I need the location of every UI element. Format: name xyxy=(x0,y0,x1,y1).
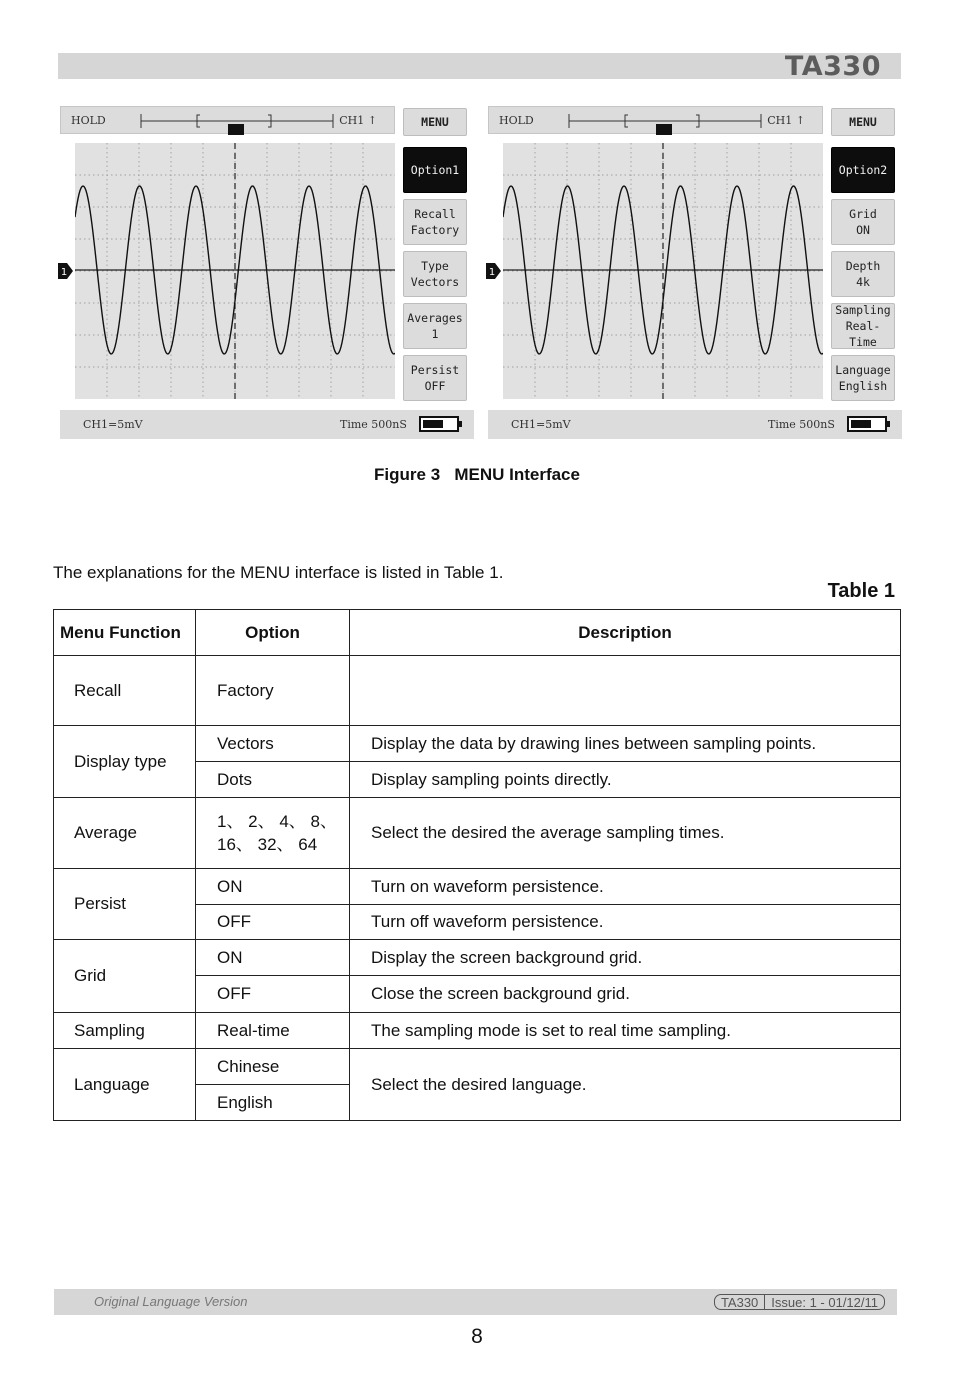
description-cell: Select the desired the average sampling times. xyxy=(350,798,901,869)
col-header-description: Description xyxy=(350,610,901,656)
button-line: Language xyxy=(835,363,891,377)
scope-screen-option2 xyxy=(488,106,902,439)
table-row xyxy=(54,1049,901,1085)
scope-top-bar xyxy=(488,106,823,134)
button-line: Vectors xyxy=(410,275,460,289)
option-line: 1、 2、 4、 8、 xyxy=(217,812,337,831)
function-cell: Grid xyxy=(54,940,196,1013)
function-cell: Persist xyxy=(54,869,196,940)
timebase: Time 500nS xyxy=(340,418,407,431)
option-cell: ON xyxy=(196,869,350,905)
description-cell: Turn on waveform persistence. xyxy=(350,869,901,905)
waveform-display xyxy=(75,143,395,399)
sampling-button[interactable] xyxy=(831,303,895,349)
waveform-display xyxy=(503,143,823,399)
table-header-row xyxy=(54,610,901,656)
col-header-option: Option xyxy=(196,610,350,656)
table-row xyxy=(54,798,901,869)
channel-volts: CH1=5mV xyxy=(511,418,571,431)
option-cell: Factory xyxy=(196,656,350,726)
recall-factory-button[interactable] xyxy=(403,199,467,245)
table-row xyxy=(54,1013,901,1049)
header-bar xyxy=(58,51,901,82)
option-cell: ON xyxy=(196,940,350,976)
button-line: Averages xyxy=(407,311,463,325)
button-line: Real-Time xyxy=(845,319,881,349)
persist-button[interactable] xyxy=(403,355,467,401)
description-cell: The sampling mode is set to real time sampling. xyxy=(350,1013,901,1049)
description-cell: Display the data by drawing lines between sampling points. xyxy=(350,726,901,762)
option1-button[interactable]: Option1 xyxy=(403,147,467,193)
col-header-function: Menu Function xyxy=(54,610,196,656)
scope-screen-option1 xyxy=(60,106,474,439)
option-line: 16、 32、 64 xyxy=(217,835,318,854)
scope-top-bar xyxy=(60,106,395,134)
option-cell: Vectors xyxy=(196,726,350,762)
language-button[interactable] xyxy=(831,355,895,401)
button-line: Sampling xyxy=(835,303,891,317)
button-line: Persist xyxy=(410,363,460,377)
button-line: Depth xyxy=(845,259,881,273)
battery-icon xyxy=(419,416,459,432)
menu-button[interactable]: MENU xyxy=(403,108,467,136)
type-vectors-button[interactable] xyxy=(403,251,467,297)
svg-text:1: 1 xyxy=(60,267,68,278)
footer-issue: Issue: 1 - 01/12/11 xyxy=(771,1294,878,1310)
scope-status-bar xyxy=(60,410,474,439)
channel-label: CH1 ↑ xyxy=(339,114,377,127)
button-line: Factory xyxy=(410,223,460,237)
table-label: Table 1 xyxy=(827,580,895,602)
footer-version: Original Language Version xyxy=(94,1294,248,1309)
description-cell: Close the screen background grid. xyxy=(350,976,901,1013)
footer-model: TA330 xyxy=(720,1294,759,1310)
button-line: Recall xyxy=(414,207,456,221)
channel-volts: CH1=5mV xyxy=(83,418,143,431)
battery-icon xyxy=(847,416,887,432)
option-cell: English xyxy=(196,1085,350,1121)
timebase: Time 500nS xyxy=(768,418,835,431)
option-cell: Real-time xyxy=(196,1013,350,1049)
option-cell: OFF xyxy=(196,905,350,940)
button-line: Grid xyxy=(849,207,877,221)
table-row xyxy=(54,940,901,976)
option2-button[interactable]: Option2 xyxy=(831,147,895,193)
option-cell: Dots xyxy=(196,762,350,798)
footer-bar xyxy=(54,1289,897,1315)
option-cell: Chinese xyxy=(196,1049,350,1085)
intro-text: The explanations for the MENU interface is listed in Table 1. xyxy=(53,563,504,582)
function-cell: Recall xyxy=(54,656,196,726)
button-line: 1 xyxy=(431,327,439,341)
description-cell: Display the screen background grid. xyxy=(350,940,901,976)
figure-caption: Figure 3 MENU Interface xyxy=(374,465,580,484)
description-cell xyxy=(350,656,901,726)
menu-button[interactable]: MENU xyxy=(831,108,895,136)
function-cell: Language xyxy=(54,1049,196,1121)
channel-1-marker xyxy=(486,263,502,279)
function-cell: Display type xyxy=(54,726,196,798)
footer-doc-tag xyxy=(714,1294,885,1310)
hold-label: HOLD xyxy=(71,114,106,127)
description-cell: Display sampling points directly. xyxy=(350,762,901,798)
button-line: 4k xyxy=(856,275,870,289)
averages-button[interactable] xyxy=(403,303,467,349)
table-row xyxy=(54,656,901,726)
page-number: 8 xyxy=(471,1325,483,1348)
button-line: OFF xyxy=(424,379,446,393)
description-cell: Select the desired language. xyxy=(350,1049,901,1121)
option-cell xyxy=(196,798,350,869)
function-cell: Average xyxy=(54,798,196,869)
hold-label: HOLD xyxy=(499,114,534,127)
option-cell: OFF xyxy=(196,976,350,1013)
button-line: English xyxy=(838,379,888,393)
grid-button[interactable] xyxy=(831,199,895,245)
channel-1-marker xyxy=(58,263,74,279)
menu-function-table xyxy=(53,609,901,1121)
depth-button[interactable] xyxy=(831,251,895,297)
button-line: Type xyxy=(421,259,449,273)
channel-label: CH1 ↑ xyxy=(767,114,805,127)
table-row xyxy=(54,726,901,762)
button-line: ON xyxy=(856,223,870,237)
function-cell: Sampling xyxy=(54,1013,196,1049)
scope-status-bar xyxy=(488,410,902,439)
description-cell: Turn off waveform persistence. xyxy=(350,905,901,940)
svg-text:1: 1 xyxy=(488,267,496,278)
model-title: TA330 xyxy=(784,51,881,82)
table-row xyxy=(54,869,901,905)
